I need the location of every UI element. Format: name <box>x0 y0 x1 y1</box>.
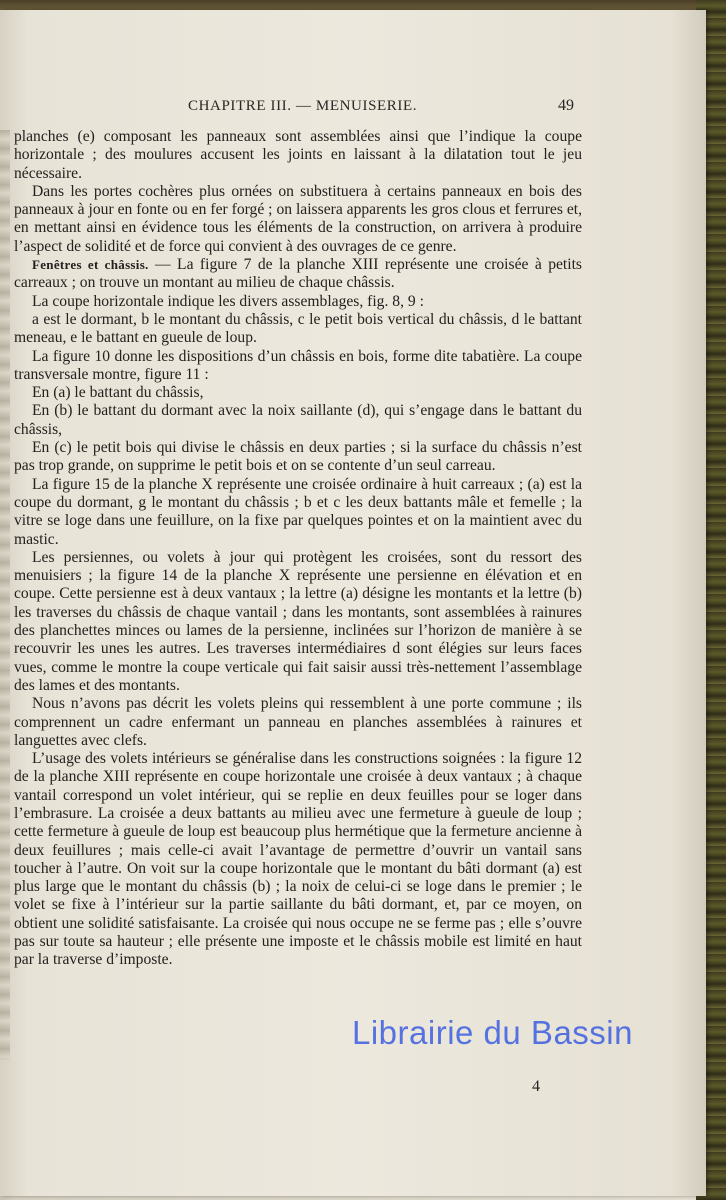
paragraph: La figure 15 de la planche X représente une croisée ordinaire à huit carreaux ; (a) est la coupe du dormant, g le montant du châssis ; b et c les deux battants mâle et femelle ; la vitre se loge dans une feuillure, on la fixe par quelques pointes et on la maintient avec du mastic. <box>14 475 582 548</box>
paragraph: La figure 10 donne les dispositions d’un châssis en bois, forme dite tabatière. La coupe transversale montre, figure 11 : <box>14 347 582 383</box>
paragraph: Les persiennes, ou volets à jour qui protègent les croisées, sont du ressort des menuisiers ; la figure 14 de la planche X représente une persienne en élévation et en coupe. Cette persienne est à deux vantaux ; la lettre (a) désigne les montants et la lettre (b) les traverses du châssis de chaque vantail ; dans les montants, sont assemblées à rainures des planchettes minces ou lames de la persienne, inclinées sur l’horizon de manière à se recouvrir les unes les autres. Les traverses intermédiaires d sont élégies sur leurs faces vues, comme le montre la coupe verticale qui fait saisir aussi très-nettement l’assemblage des lames et des montants. <box>14 548 582 694</box>
chapter-title: CHAPITRE III. — MENUISERIE. <box>188 98 418 114</box>
paragraph: a est le dormant, b le montant du châssis, c le petit bois vertical du châssis, d le battant meneau, e le battant en gueule de loup. <box>14 310 582 347</box>
paragraph: planches (e) composant les panneaux sont assemblées ainsi que l’indique la coupe horizontale ; des moulures accusent les joints en laissant à la dilatation tout le jeu nécessaire. <box>14 128 582 182</box>
section-paragraph <box>14 256 582 293</box>
page-gutter-shadow <box>0 130 10 1060</box>
section-heading: Fenêtres et châssis. <box>32 257 149 273</box>
paragraph: En (b) le battant du dormant avec la noix saillante (d), qui s’engage dans le battant du châssis, <box>14 402 582 438</box>
running-head <box>0 98 706 118</box>
paragraph: En (c) le petit bois qui divise le châssis en deux parties ; si la surface du châssis n’est pas trop grande, on supprime le petit bois et on se contente d’un seul carreau. <box>14 439 582 475</box>
paragraph: Nous n’avons pas décrit les volets pleins qui ressemblent à une porte commune ; ils comprennent un cadre enfermant un panneau en planches assemblées à rainures et languettes avec clefs. <box>14 695 582 749</box>
paragraph: Dans les portes cochères plus ornées on substituera à certains panneaux en bois des panneaux à jour en fonte ou en fer forgé ; on laissera apparents les gros clous et ferrures et, en mettant ainsi en évidence tous les éléments de la construction, on arrivera à produire l’aspect de solidité et de force qui convient à des ouvrages de ce genre. <box>14 182 582 255</box>
signature-mark: 4 <box>532 1078 540 1095</box>
seller-watermark: Librairie du Bassin <box>352 1014 633 1051</box>
paragraph: La coupe horizontale indique les divers assemblages, fig. 8, 9 : <box>32 292 424 310</box>
section-intro: — La figure 7 de la planche XIII représente une croisée à petits carreaux ; on trouve un montant au milieu de chaque châssis. <box>14 256 582 292</box>
body-text <box>14 128 582 970</box>
paragraph: En (a) le battant du châssis, <box>32 384 204 402</box>
paragraph: L’usage des volets intérieurs se généralise dans les constructions soignées : la figure 12 de la planche XIII représente en coupe horizontale une croisée à deux vantaux ; à chaque vantail correspond un volet intérieur, qui se replie en deux feuilles pour se loger dans l’embrasure. La croisée a deux battants au milieu avec une fermeture à gueule de loup ; cette fermeture à gueule de loup est beaucoup plus hermétique que la fermeture ancienne à deux feuillures ; mais celle-ci avait l’avantage de permettre d’ouvrir un vantail sans toucher à l’autre. On voit sur la coupe horizontale que le montant du bâti dormant (a) est plus large que le montant du châssis (b) ; la noix de celui-ci se loge dans le premier ; le volet se fixe à l’intérieur sur la partie saillante du bâti dormant, et, par ce moyen, on obtient une solidité satisfaisante. La croisée qui nous occupe ne se ferme pas ; elle s’ouvre pas sur toute sa hauteur ; elle présente une imposte et le châssis mobile est limité en haut par la traverse d’imposte. <box>14 750 582 969</box>
book-page <box>0 10 706 1196</box>
page-number: 49 <box>558 97 574 114</box>
